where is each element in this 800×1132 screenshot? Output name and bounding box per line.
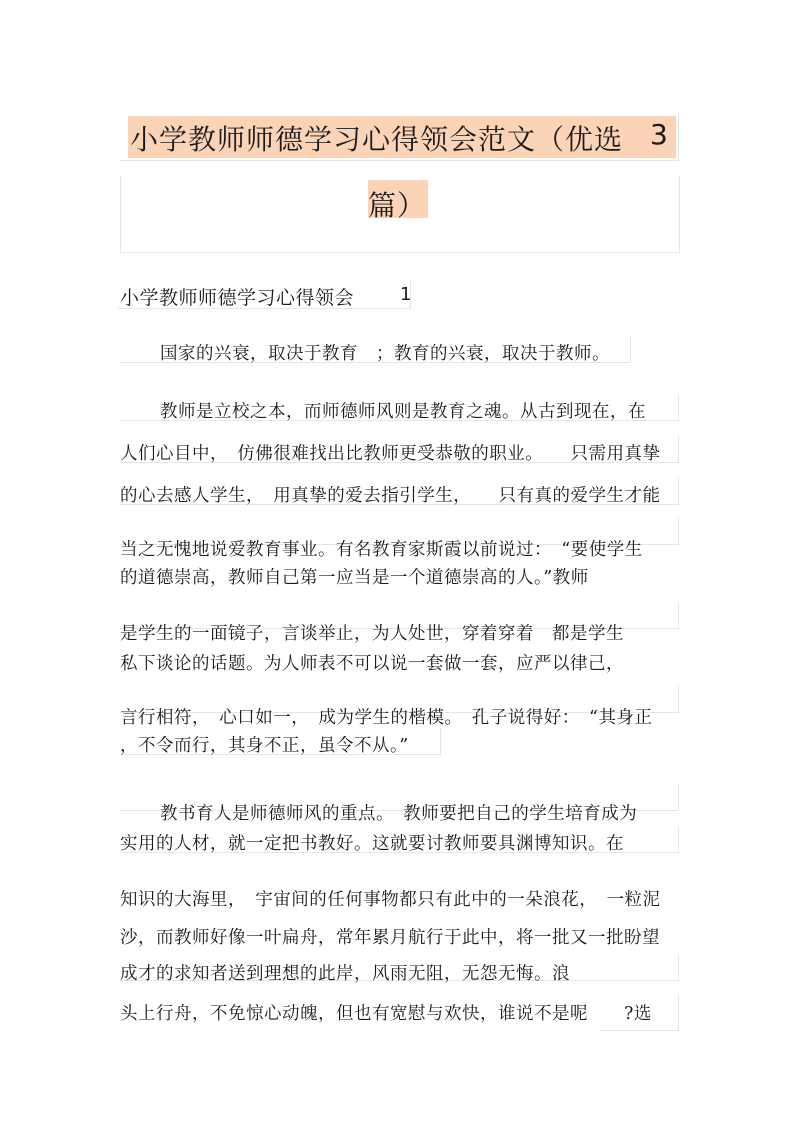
paragraph-line: 言行相符， 心口如一， 成为学生的楷模。 孔子说得好： “其身正	[120, 708, 653, 728]
document-title-line2: 篇）	[368, 189, 427, 222]
paragraph-line: 人们心目中， 仿佛很难找出比教师更受恭敬的职业。 只需用真挚	[120, 444, 661, 464]
paragraph-line: 实用的人材，就一定把书教好。这就要讨教师要具渊博知识。在	[120, 834, 624, 854]
paragraph-line: 教师是立校之本，而师德师风则是教育之魂。从古到现在，在	[160, 402, 646, 422]
section-heading-number: 1	[400, 284, 412, 305]
paragraph-line: 知识的大海里， 宇宙间的任何事物都只有此中的一朵浪花， 一粒泥	[120, 890, 661, 910]
section-heading: 小学教师师德学习心得领会	[120, 287, 355, 309]
paragraph-line: 沙，而教师好像一叶扁舟，常年累月航行于此中，将一批又一批盼望	[120, 928, 660, 948]
paragraph-line: 头上行舟，不免惊心动魄，但也有宽慰与欢快，谁说不是呢 ?选	[120, 1004, 652, 1024]
document-title-line1: 小学教师师德学习心得领会范文（优选	[130, 123, 624, 156]
document-title-number: 3	[650, 118, 669, 151]
paragraph-line: 当之无愧地说爱教育事业。有名教育家斯霞以前说过： “要使学生	[120, 540, 643, 560]
paragraph-line: 私下谈论的话题。为人师表不可以说一套做一套，应严以律己，	[120, 654, 624, 674]
paragraph-line: 教书育人是师德师风的重点。 教师要把自己的学生培育成为	[160, 804, 638, 824]
paragraph-line: 成才的求知者送到理想的此岸，风雨无阻，无怨无悔。浪	[120, 964, 570, 984]
paragraph-line: 的道德崇高，教师自己第一应当是一个道德崇高的人。”教师	[120, 568, 589, 588]
paragraph-line: 的心去感人学生， 用真挚的爱去指引学生， 只有真的爱学生才能	[120, 486, 661, 506]
paragraph-line: 国家的兴衰，取决于教育 ；教育的兴衰，取决于教师。	[160, 344, 610, 364]
paragraph-line: 是学生的一面镜子，言谈举止，为人处世，穿着穿着 都是学生	[120, 624, 624, 644]
paragraph-line: ，不令而行，其身不正，虽令不从。”	[120, 736, 409, 756]
